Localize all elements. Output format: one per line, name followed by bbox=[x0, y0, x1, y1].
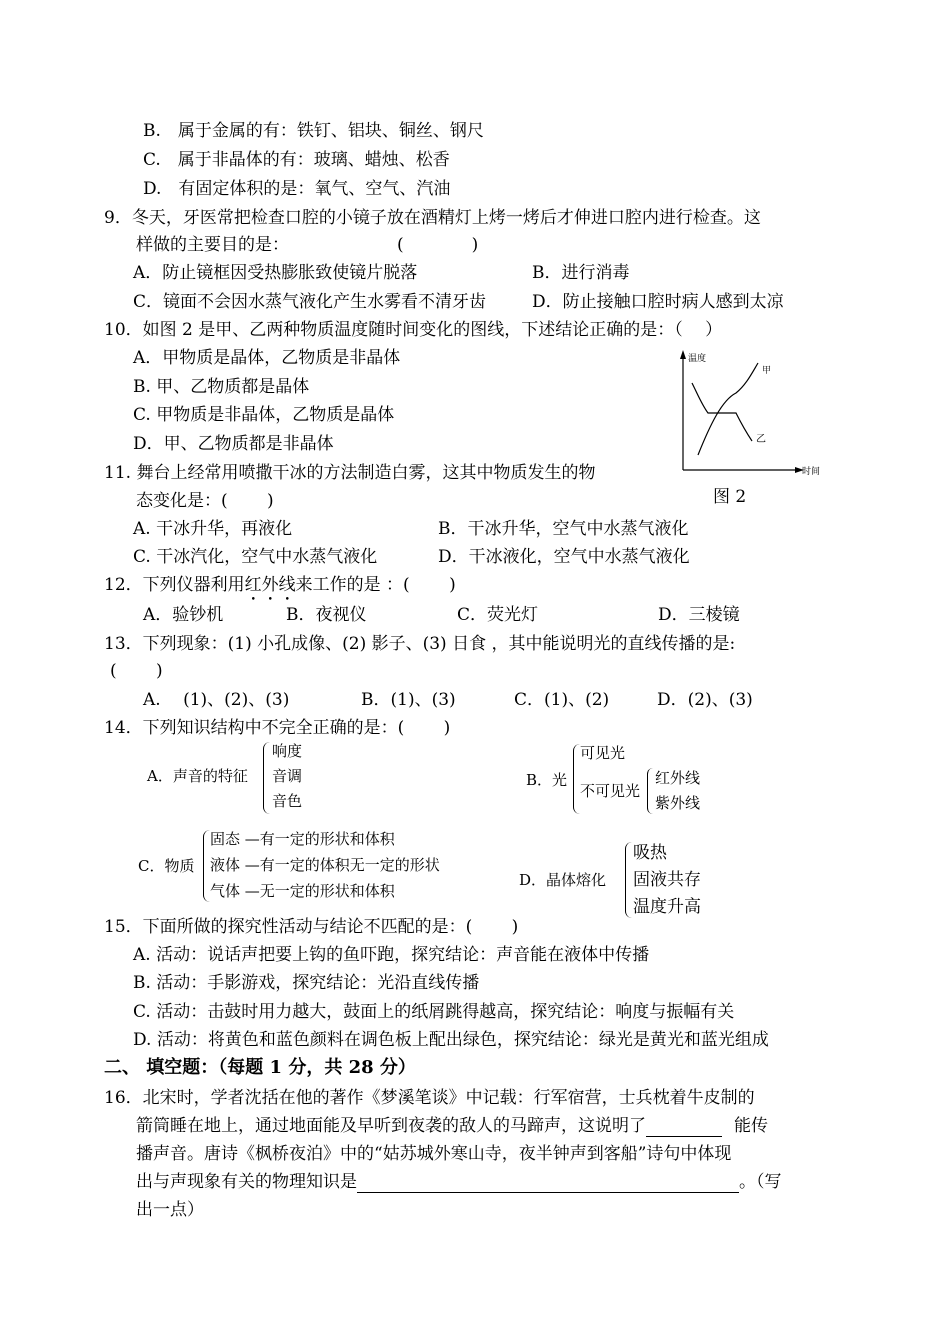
q12-option-b: B．夜视仪 bbox=[286, 605, 367, 625]
q9-answer-paren: ( ) bbox=[397, 235, 479, 255]
q14-a-brace bbox=[263, 742, 270, 814]
q14-c-item: 液体 —有一定的体积无一定的形状 bbox=[210, 856, 440, 874]
q9-option-a: A．防止镜框因受热膨胀致使镜片脱落 bbox=[133, 263, 418, 283]
q9-option-c: C．镜面不会因水蒸气液化产生水雾看不清牙齿 bbox=[133, 292, 487, 312]
q14-b-item: 可见光 bbox=[580, 744, 626, 762]
curve-jia-label: 甲 bbox=[762, 366, 772, 376]
curve-yi-label: 乙 bbox=[756, 434, 766, 445]
q9-option-d: D．防止接触口腔时病人感到太凉 bbox=[532, 292, 784, 312]
q8-option-b: B. 属于金属的有：铁钉、铝块、铜丝、钢尺 bbox=[143, 121, 484, 141]
q14-stem: 14．下列知识结构中不完全正确的是：( ) bbox=[104, 718, 451, 738]
q9-option-b: B．进行消毒 bbox=[532, 263, 630, 283]
q16-line4-pre: 出与声现象有关的物理知识是 bbox=[136, 1172, 357, 1192]
q10-option-c: C. 甲物质是非晶体，乙物质是晶体 bbox=[133, 405, 395, 425]
q15-option-d: D. 活动：将黄色和蓝色颜料在调色板上配出绿色，探究结论：绿光是黄光和蓝光组成 bbox=[133, 1030, 769, 1050]
q14-d-label: D．晶体熔化 bbox=[519, 871, 607, 889]
section-2-title: 二、 填空题：（每题 1 分，共 28 分） bbox=[104, 1057, 416, 1078]
q16-line2-pre: 箭筒睡在地上，通过地面能及早听到夜袭的敌人的马蹄声，这说明了 bbox=[136, 1116, 646, 1136]
q11-option-a: A. 干冰升华，再液化 bbox=[133, 519, 293, 539]
q16-line1: 16．北宋时，学者沈括在他的著作《梦溪笔谈》中记载：行军宿营，士兵枕着牛皮制的 bbox=[104, 1088, 755, 1108]
q11-option-c: C. 干冰汽化，空气中水蒸气液化 bbox=[133, 547, 378, 567]
y-axis-label: 温度 bbox=[688, 354, 707, 364]
q10-option-d: D．甲、乙物质都是非晶体 bbox=[133, 434, 334, 454]
q14-a-item: 音色 bbox=[272, 792, 303, 810]
q12-option-a: A．验钞机 bbox=[143, 605, 224, 625]
curve-yi bbox=[692, 383, 752, 441]
q8-option-c: C. 属于非晶体的有：玻璃、蜡烛、松香 bbox=[143, 150, 450, 170]
q13-option-b: B．(1)、(3) bbox=[361, 690, 456, 710]
q16-line4 bbox=[136, 1171, 782, 1193]
q14-c-item: 气体 —无一定的形状和体积 bbox=[210, 882, 395, 900]
q13-option-a: A. (1)、(2)、(3) bbox=[143, 690, 290, 710]
q16-line2 bbox=[136, 1115, 768, 1137]
q14-c-item: 固态 —有一定的形状和体积 bbox=[210, 830, 395, 848]
figure-2-graph bbox=[670, 345, 830, 480]
q12-stem-pre: 12．下列仪器利用 bbox=[104, 575, 245, 595]
q13-answer-paren: ( ) bbox=[110, 661, 163, 681]
q10-option-b: B. 甲、乙物质都是晶体 bbox=[133, 377, 310, 397]
curve-jia bbox=[698, 363, 758, 455]
q14-d-item: 温度升高 bbox=[633, 897, 701, 917]
q12-stem bbox=[104, 574, 456, 605]
q14-b-brace bbox=[573, 744, 580, 814]
q16-blank-2[interactable] bbox=[357, 1174, 739, 1193]
q14-d-item: 吸热 bbox=[633, 843, 667, 863]
q14-c-label: C．物质 bbox=[138, 857, 195, 875]
q14-d-brace bbox=[625, 842, 632, 918]
q15-option-b: B. 活动：手影游戏，探究结论：光沿直线传播 bbox=[133, 973, 480, 993]
q9-stem-line2: 样做的主要目的是： bbox=[136, 235, 289, 255]
q14-b-item: 不可见光 bbox=[580, 782, 641, 800]
q13-stem: 13．下列现象：(1) 小孔成像、(2) 影子、(3) 日食 ，其中能说明光的直线传播的是: bbox=[104, 634, 736, 654]
figure-2-caption: 图 2 bbox=[713, 487, 747, 507]
q14-a-item: 音调 bbox=[272, 767, 303, 785]
x-axis-label: 时间 bbox=[802, 467, 821, 477]
q10-option-a: A．甲物质是晶体，乙物质是非晶体 bbox=[133, 348, 401, 368]
q14-b-sub-item: 红外线 bbox=[655, 769, 701, 787]
q16-line5: 出一点） bbox=[136, 1200, 204, 1220]
q12-stem-post: 来工作的是 ：( ) bbox=[295, 575, 456, 595]
q14-d-item: 固液共存 bbox=[633, 870, 701, 890]
q15-option-a: A. 活动：说话声把要上钩的鱼吓跑，探究结论：声音能在液体中传播 bbox=[133, 945, 650, 965]
q9-stem-line1: 9．冬天，牙医常把检查口腔的小镜子放在酒精灯上烤一烤后才伸进口腔内进行检查。这 bbox=[104, 208, 761, 228]
q14-a-item: 响度 bbox=[272, 742, 303, 760]
q16-line2-post: 能传 bbox=[734, 1116, 768, 1136]
q12-stem-emphasis: 红外线 bbox=[244, 575, 296, 595]
q11-option-b: B．干冰升华，空气中水蒸气液化 bbox=[438, 519, 689, 539]
q15-option-c: C. 活动：击鼓时用力越大，鼓面上的纸屑跳得越高，探究结论：响度与振幅有关 bbox=[133, 1002, 735, 1022]
q15-stem: 15．下面所做的探究性活动与结论不匹配的是：( ) bbox=[104, 917, 519, 937]
q10-stem: 10．如图 2 是甲、乙两种物质温度随时间变化的图线，下述结论正确的是：（ ） bbox=[104, 320, 723, 340]
q16-line4-post: 。（写 bbox=[739, 1172, 782, 1192]
q14-a-label: A．声音的特征 bbox=[147, 767, 248, 785]
y-axis-arrow bbox=[680, 350, 686, 359]
q11-stem-line2: 态变化是：( ) bbox=[136, 491, 274, 511]
q12-option-d: D．三棱镜 bbox=[658, 605, 740, 625]
q13-option-d: D．(2)、(3) bbox=[657, 690, 753, 710]
q13-option-c: C．(1)、(2) bbox=[514, 690, 610, 710]
q16-blank-1[interactable] bbox=[646, 1118, 722, 1137]
q8-option-d: D. 有固定体积的是：氧气、空气、汽油 bbox=[143, 179, 451, 199]
q11-option-d: D．干冰液化，空气中水蒸气液化 bbox=[438, 547, 690, 567]
q11-stem-line1: 11. 舞台上经常用喷撒干冰的方法制造白雾，这其中物质发生的物 bbox=[104, 463, 596, 483]
q16-line3: 播声音。唐诗《枫桥夜泊》中的“姑苏城外寒山寺，夜半钟声到客船”诗句中体现 bbox=[136, 1144, 732, 1164]
q14-b-label: B．光 bbox=[526, 771, 568, 789]
q12-option-c: C．荧光灯 bbox=[457, 605, 539, 625]
q14-b-sub-item: 紫外线 bbox=[655, 794, 701, 812]
q14-b-sub-brace bbox=[647, 768, 653, 814]
q14-c-brace bbox=[203, 830, 210, 902]
